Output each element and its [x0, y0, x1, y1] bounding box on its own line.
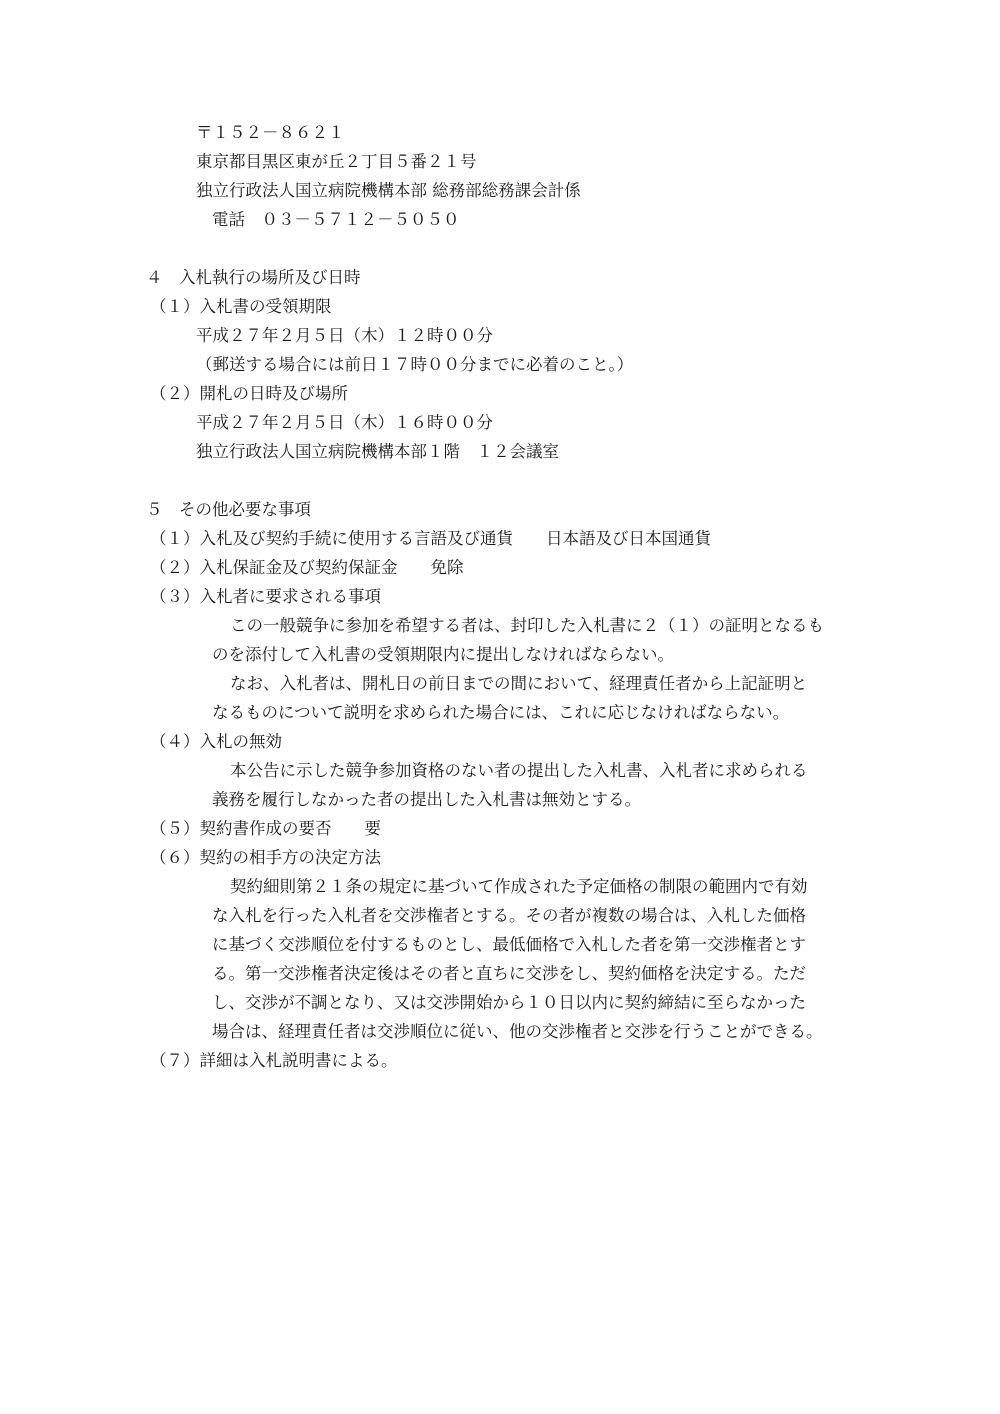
section-4-item-2-heading: （２）開札の日時及び場所 [150, 384, 348, 403]
section-5-item-4-line-2: 義務を履行しなかった者の提出した入札書は無効とする。 [212, 790, 641, 809]
section-5-item-6-line-6: 場合は、経理責任者は交渉順位に従い、他の交渉権者と交渉を行うことができる。 [212, 1022, 823, 1041]
section-5-item-3-paragraph-2-line-2: なるものについて説明を求められた場合には、これに応じなければならない。 [212, 703, 790, 722]
section-5-item-1: （１）入札及び契約手続に使用する言語及び通貨 日本語及び日本国通貨 [150, 529, 711, 548]
section-5-item-4-line-1: 本公告に示した競争参加資格のない者の提出した入札書、入札者に求められる [230, 761, 808, 780]
section-5-item-3-paragraph-1-line-2: のを添付して入札書の受領期限内に提出しなければならない。 [212, 645, 674, 664]
section-5-item-3-paragraph-2-line-1: なお、入札者は、開札日の前日までの間において、経理責任者から上記証明と [230, 674, 808, 693]
section-5-item-7: （７）詳細は入札説明書による。 [150, 1051, 398, 1070]
section-5-item-3-heading: （３）入札者に要求される事項 [150, 587, 381, 606]
section-4-item-2-place: 独立行政法人国立病院機構本部１階 １２会議室 [196, 442, 559, 461]
section-4-item-1-note: （郵送する場合には前日１７時００分までに必着のこと。） [196, 355, 634, 374]
section-5-item-6-line-5: し、交渉が不調となり、又は交渉開始から１０日以内に契約締結に至らなかった [212, 993, 806, 1012]
section-5-item-6-line-4: る。第一交渉権者決定後はその者と直ちに交渉をし、契約価格を決定する。ただ [212, 964, 806, 983]
section-5-item-6-line-2: な入札を行った入札者を交渉権者とする。その者が複数の場合は、入札した価格 [212, 906, 806, 925]
phone-number: 電話 ０３－５７１２－５０５０ [212, 210, 460, 229]
section-5-item-6-line-3: に基づく交渉順位を付するものとし、最低価格で入札した者を第一交渉権者とす [212, 935, 806, 954]
section-5-item-2: （２）入札保証金及び契約保証金 免除 [150, 558, 464, 577]
section-5-item-3-paragraph-1-line-1: この一般競争に参加を希望する者は、封印した入札書に２（１）の証明となるも [230, 616, 824, 635]
section-4-item-2-date: 平成２７年２月５日（木）１６時００分 [196, 413, 493, 432]
section-4-heading: ４ 入札執行の場所及び日時 [146, 268, 361, 287]
section-4-item-1-heading: （１）入札書の受領期限 [150, 297, 332, 316]
section-4-item-1-date: 平成２７年２月５日（木）１２時００分 [196, 326, 493, 345]
section-5-heading: ５ その他必要な事項 [146, 500, 311, 519]
postal-code: 〒１５２－８６２１ [196, 123, 345, 142]
section-5-item-6-heading: （６）契約の相手方の決定方法 [150, 848, 381, 867]
section-5-item-5: （５）契約書作成の要否 要 [150, 819, 381, 838]
section-5-item-6-line-1: 契約細則第２１条の規定に基づいて作成された予定価格の制限の範囲内で有効 [230, 877, 808, 896]
organization-name: 独立行政法人国立病院機構本部 総務部総務課会計係 [196, 181, 581, 200]
section-5-item-4-heading: （４）入札の無効 [150, 732, 282, 751]
street-address: 東京都目黒区東が丘２丁目５番２１号 [196, 152, 477, 171]
